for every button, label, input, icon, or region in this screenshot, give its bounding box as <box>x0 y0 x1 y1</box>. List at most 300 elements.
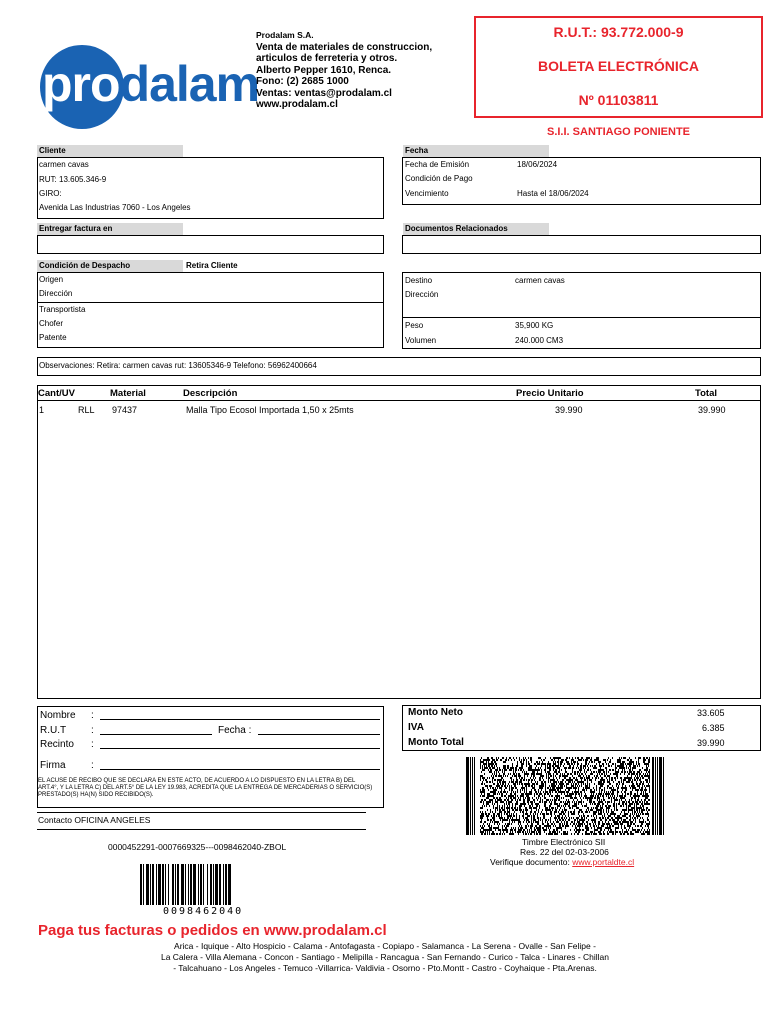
pdf417-module <box>640 805 641 807</box>
pdf417-module <box>599 827 600 829</box>
pdf417-module <box>537 821 538 823</box>
pdf417-module <box>558 763 559 765</box>
pdf417-module <box>631 803 632 805</box>
pdf417-module <box>540 829 541 831</box>
pdf417-module <box>515 793 516 795</box>
pdf417-module <box>626 801 627 803</box>
pdf417-module <box>608 823 609 825</box>
pdf417-module <box>549 805 550 807</box>
pdf417-module <box>601 791 602 793</box>
pdf417-module <box>598 805 599 807</box>
pdf417-module <box>628 829 629 831</box>
pdf417-module <box>542 761 543 763</box>
pdf417-module <box>480 795 481 797</box>
pdf417-module <box>620 821 621 823</box>
pdf417-module <box>584 765 585 767</box>
pdf417-module <box>646 769 647 771</box>
pdf417-module <box>634 813 635 815</box>
pdf417-module <box>517 831 518 833</box>
pdf417-module <box>524 777 525 779</box>
pdf417-module <box>516 817 517 819</box>
pdf417-module <box>570 793 571 795</box>
pdf417-module <box>615 779 616 781</box>
pdf417-module <box>634 797 635 799</box>
pdf417-module <box>504 817 505 819</box>
pdf417-module <box>625 821 626 823</box>
pdf417-module <box>624 811 625 813</box>
pdf417-module <box>531 807 532 809</box>
pdf417-module <box>606 771 607 773</box>
pdf417-module <box>561 805 562 807</box>
pdf417-module <box>621 825 622 827</box>
pdf417-module <box>548 813 549 815</box>
pdf417-module <box>622 829 623 831</box>
pdf417-module <box>523 757 524 759</box>
pdf417-module <box>611 813 612 815</box>
pdf417-module <box>564 763 565 765</box>
pdf417-module <box>538 831 539 833</box>
pdf417-module <box>635 831 636 833</box>
pdf417-module <box>581 815 582 817</box>
pdf417-module <box>521 769 522 771</box>
pdf417-module <box>572 825 573 827</box>
pdf417-module <box>586 809 587 811</box>
pdf417-module <box>527 831 528 833</box>
pdf417-module <box>511 807 512 809</box>
pdf417-module <box>527 775 528 777</box>
pdf417-module <box>636 801 637 803</box>
pdf417-module <box>567 779 568 781</box>
pdf417-module <box>632 789 633 791</box>
pdf417-module <box>565 781 566 783</box>
pdf417-module <box>584 771 585 773</box>
pdf417-module <box>551 815 552 817</box>
pdf417-module <box>516 787 517 789</box>
pdf417-module <box>571 795 572 797</box>
pdf417-module <box>509 781 510 783</box>
pdf417-module <box>519 819 520 821</box>
pdf417-module <box>503 809 504 811</box>
pdf417-module <box>502 821 503 823</box>
pdf417-module <box>545 805 546 807</box>
pdf417-module <box>485 759 486 761</box>
pdf417-module <box>505 761 506 763</box>
items-table <box>37 385 761 699</box>
pdf417-module <box>567 823 568 825</box>
pdf417-module <box>585 785 586 787</box>
pdf417-module <box>543 823 544 825</box>
pdf417-module <box>607 781 608 783</box>
pdf417-module <box>594 791 595 793</box>
pdf417-module <box>625 763 626 765</box>
pdf417-module <box>533 777 534 779</box>
pdf417-module <box>633 795 634 797</box>
pdf417-module <box>595 829 596 831</box>
pdf417-module <box>565 831 566 833</box>
pdf417-module <box>501 807 502 809</box>
pdf417-module <box>631 831 632 833</box>
pdf417-module <box>503 775 504 777</box>
pdf417-module <box>557 773 558 775</box>
pdf417-module <box>515 803 516 805</box>
pdf417-module <box>550 775 551 777</box>
pdf417-module <box>564 833 565 835</box>
pdf417-module <box>562 779 563 781</box>
pdf417-module <box>613 813 614 815</box>
pdf417-module <box>560 823 561 825</box>
pdf417-module <box>637 801 638 803</box>
pdf417-module <box>537 829 538 831</box>
pdf417-module <box>515 775 516 777</box>
pdf417-module <box>622 789 623 791</box>
pdf417-module <box>524 783 525 785</box>
pdf417-module <box>579 825 580 827</box>
pdf417-module <box>519 759 520 761</box>
pdf417-module <box>585 827 586 829</box>
pdf417-module <box>556 817 557 819</box>
pdf417-module <box>602 803 603 805</box>
pdf417-module <box>629 773 630 775</box>
pdf417-module <box>619 765 620 767</box>
pdf417-module <box>497 801 498 803</box>
pdf417-module <box>495 821 496 823</box>
pdf417-module <box>486 797 487 799</box>
pdf417-module <box>583 781 584 783</box>
pdf417-module <box>597 799 598 801</box>
pdf417-module <box>633 783 634 785</box>
pdf417-module <box>600 793 601 795</box>
pdf417-module <box>520 761 521 763</box>
row-cant: 1 <box>39 405 45 415</box>
pdf417-module <box>540 785 541 787</box>
pdf417-module <box>576 791 577 793</box>
pdf417-module <box>540 757 541 759</box>
pdf417-module <box>623 821 624 823</box>
pdf417-module <box>482 775 483 777</box>
pdf417-module <box>583 797 584 799</box>
pdf417-module <box>648 815 649 817</box>
pdf417-module <box>648 825 649 827</box>
pdf417-module <box>603 795 604 797</box>
pdf417-module <box>605 821 606 823</box>
pdf417-module <box>509 769 510 771</box>
pdf417-module <box>613 781 614 783</box>
pdf417-module <box>558 757 559 759</box>
pdf417-module <box>641 789 642 791</box>
pdf417-module <box>533 799 534 801</box>
pdf417-module <box>515 767 516 769</box>
pdf417-module <box>632 783 633 785</box>
pdf417-module <box>561 781 562 783</box>
pdf417-module <box>619 803 620 805</box>
pdf417-module <box>501 777 502 779</box>
pdf417-module <box>511 759 512 761</box>
pdf417-module <box>612 813 613 815</box>
pdf417-module <box>615 763 616 765</box>
pdf417-module <box>528 795 529 797</box>
pdf417-module <box>546 775 547 777</box>
pdf417-module <box>604 759 605 761</box>
pdf417-module <box>571 787 572 789</box>
pdf417-module <box>623 783 624 785</box>
pdf417-module <box>521 783 522 785</box>
pdf417-module <box>560 775 561 777</box>
pdf417-module <box>487 817 488 819</box>
pdf417-module <box>622 769 623 771</box>
pdf417-module <box>536 761 537 763</box>
pdf417-module <box>629 827 630 829</box>
pdf417-module <box>552 785 553 787</box>
pdf417-module <box>552 765 553 767</box>
pdf417-module <box>618 787 619 789</box>
pdf417-module <box>645 825 646 827</box>
pdf417-module <box>603 833 604 835</box>
pdf417-module <box>582 777 583 779</box>
pdf417-module <box>629 785 630 787</box>
portaldte-link[interactable]: www.portaldte.cl <box>572 857 635 867</box>
pdf417-module <box>489 805 490 807</box>
pdf417-module <box>646 795 647 797</box>
pdf417-module <box>510 793 511 795</box>
pdf417-module <box>582 757 583 759</box>
pdf417-module <box>558 767 559 769</box>
pdf417-module <box>484 763 485 765</box>
pdf417-module <box>515 771 516 773</box>
pdf417-module <box>594 783 595 785</box>
pdf417-module <box>578 811 579 813</box>
pdf417-module <box>515 819 516 821</box>
pdf417-module <box>520 781 521 783</box>
pdf417-module <box>489 801 490 803</box>
pdf417-module <box>485 763 486 765</box>
pdf417-module <box>556 757 557 759</box>
pdf417-module <box>630 821 631 823</box>
pdf417-module <box>540 773 541 775</box>
pdf417-module <box>557 795 558 797</box>
pdf417-module <box>647 829 648 831</box>
pdf417-module <box>541 773 542 775</box>
pdf417-module <box>540 819 541 821</box>
pdf417-module <box>593 819 594 821</box>
pdf417-module <box>558 781 559 783</box>
pdf417-module <box>598 793 599 795</box>
pdf417-module <box>634 817 635 819</box>
pdf417-module <box>609 781 610 783</box>
pdf417-module <box>484 821 485 823</box>
pdf417-module <box>519 775 520 777</box>
pdf417-module <box>633 807 634 809</box>
pdf417-module <box>548 779 549 781</box>
pdf417-module <box>638 815 639 817</box>
pdf417-module <box>576 767 577 769</box>
pdf417-module <box>491 795 492 797</box>
pdf417-module <box>572 769 573 771</box>
pdf417-module <box>599 799 600 801</box>
pdf417-module <box>500 817 501 819</box>
pdf417-module <box>483 769 484 771</box>
pdf417-module <box>608 829 609 831</box>
pdf417-module <box>602 777 603 779</box>
pdf417-module <box>501 801 502 803</box>
pdf417-module <box>619 767 620 769</box>
pdf417-module <box>591 827 592 829</box>
pdf417-module <box>538 791 539 793</box>
pdf417-module <box>587 833 588 835</box>
pdf417-module <box>526 763 527 765</box>
monto-neto-value: 33.605 <box>697 708 725 718</box>
pdf417-module <box>566 775 567 777</box>
pdf417-module <box>648 763 649 765</box>
pdf417-module <box>608 757 609 759</box>
pdf417-module <box>513 813 514 815</box>
pdf417-module <box>506 801 507 803</box>
pdf417-module <box>588 833 589 835</box>
pdf417-module <box>645 793 646 795</box>
pdf417-module <box>642 801 643 803</box>
pdf417-module <box>633 819 634 821</box>
pdf417-module <box>511 769 512 771</box>
pdf417-module <box>523 799 524 801</box>
fecha-header: Fecha <box>403 145 549 157</box>
pdf417-module <box>497 821 498 823</box>
pdf417-module <box>647 825 648 827</box>
pdf417-module <box>581 823 582 825</box>
pdf417-module <box>563 825 564 827</box>
pdf417-module <box>582 781 583 783</box>
pdf417-module <box>498 825 499 827</box>
pdf417-module <box>505 819 506 821</box>
pdf417-module <box>568 811 569 813</box>
pdf417-module <box>497 799 498 801</box>
pdf417-module <box>539 773 540 775</box>
pdf417-module <box>488 825 489 827</box>
pdf417-module <box>646 781 647 783</box>
pdf417-module <box>510 757 511 759</box>
pdf417-module <box>644 829 645 831</box>
pdf417-module <box>618 817 619 819</box>
pdf417-module <box>520 791 521 793</box>
pdf417-module <box>630 771 631 773</box>
pdf417-module <box>615 817 616 819</box>
pdf417-module <box>575 795 576 797</box>
pdf417-module <box>548 771 549 773</box>
pdf417-module <box>647 823 648 825</box>
pdf417-module <box>632 767 633 769</box>
pdf417-module <box>649 781 650 783</box>
pdf417-module <box>583 815 584 817</box>
pdf417-module <box>553 781 554 783</box>
pdf417-module <box>583 783 584 785</box>
pdf417-module <box>560 807 561 809</box>
pdf417-module <box>496 833 497 835</box>
pdf417-module <box>626 829 627 831</box>
pdf417-module <box>619 781 620 783</box>
pdf417-module <box>514 773 515 775</box>
pdf417-module <box>522 777 523 779</box>
pdf417-module <box>605 801 606 803</box>
pdf417-module <box>556 795 557 797</box>
pdf417-module <box>601 807 602 809</box>
pdf417-module <box>555 799 556 801</box>
pdf417-module <box>633 815 634 817</box>
pdf417-module <box>490 809 491 811</box>
pdf417-module <box>489 793 490 795</box>
pdf417-module <box>561 827 562 829</box>
pdf417-module <box>618 791 619 793</box>
pdf417-module <box>627 823 628 825</box>
contacto-line-bottom <box>37 829 366 830</box>
pdf417-module <box>514 819 515 821</box>
pdf417-module <box>619 821 620 823</box>
pdf417-module <box>620 797 621 799</box>
pdf417-module <box>549 833 550 835</box>
pdf417-module <box>531 801 532 803</box>
pdf417-module <box>645 787 646 789</box>
pdf417-module <box>566 803 567 805</box>
pdf417-module <box>544 795 545 797</box>
pdf417-module <box>603 823 604 825</box>
pdf417-module <box>589 801 590 803</box>
pdf417-module <box>639 763 640 765</box>
pdf417-module <box>569 789 570 791</box>
pdf417-module <box>582 825 583 827</box>
pdf417-module <box>555 789 556 791</box>
pdf417-module <box>635 789 636 791</box>
pdf417-module <box>549 763 550 765</box>
pdf417-module <box>611 829 612 831</box>
pdf417-graphic <box>466 757 666 835</box>
pdf417-module <box>600 801 601 803</box>
pdf417-module <box>594 771 595 773</box>
pdf417-module <box>489 823 490 825</box>
pdf417-module <box>613 787 614 789</box>
pdf417-module <box>494 773 495 775</box>
pdf417-module <box>560 789 561 791</box>
pdf417-module <box>554 833 555 835</box>
pdf417-module <box>636 809 637 811</box>
pdf417-module <box>529 797 530 799</box>
pdf417-module <box>569 801 570 803</box>
pdf417-module <box>538 795 539 797</box>
pdf417-module <box>482 815 483 817</box>
pdf417-module <box>508 773 509 775</box>
pdf417-module <box>580 759 581 761</box>
pdf417-module <box>632 773 633 775</box>
pdf417-module <box>554 757 555 759</box>
pdf417-module <box>525 813 526 815</box>
pdf417-module <box>639 811 640 813</box>
pdf417-module <box>542 777 543 779</box>
pdf417-module <box>554 781 555 783</box>
pdf417-module <box>572 771 573 773</box>
pdf417-module <box>572 801 573 803</box>
pdf417-module <box>541 789 542 791</box>
pdf417-module <box>493 763 494 765</box>
pdf417-module <box>544 763 545 765</box>
pdf417-module <box>635 817 636 819</box>
pdf417-module <box>535 767 536 769</box>
pdf417-module <box>614 819 615 821</box>
pdf417-module <box>501 785 502 787</box>
pdf417-module <box>492 777 493 779</box>
pdf417-module <box>483 803 484 805</box>
pdf417-module <box>489 795 490 797</box>
pdf417-module <box>577 765 578 767</box>
pdf417-module <box>552 783 553 785</box>
pdf417-module <box>622 803 623 805</box>
peso-label: Peso <box>405 321 424 330</box>
pdf417-module <box>557 757 558 759</box>
